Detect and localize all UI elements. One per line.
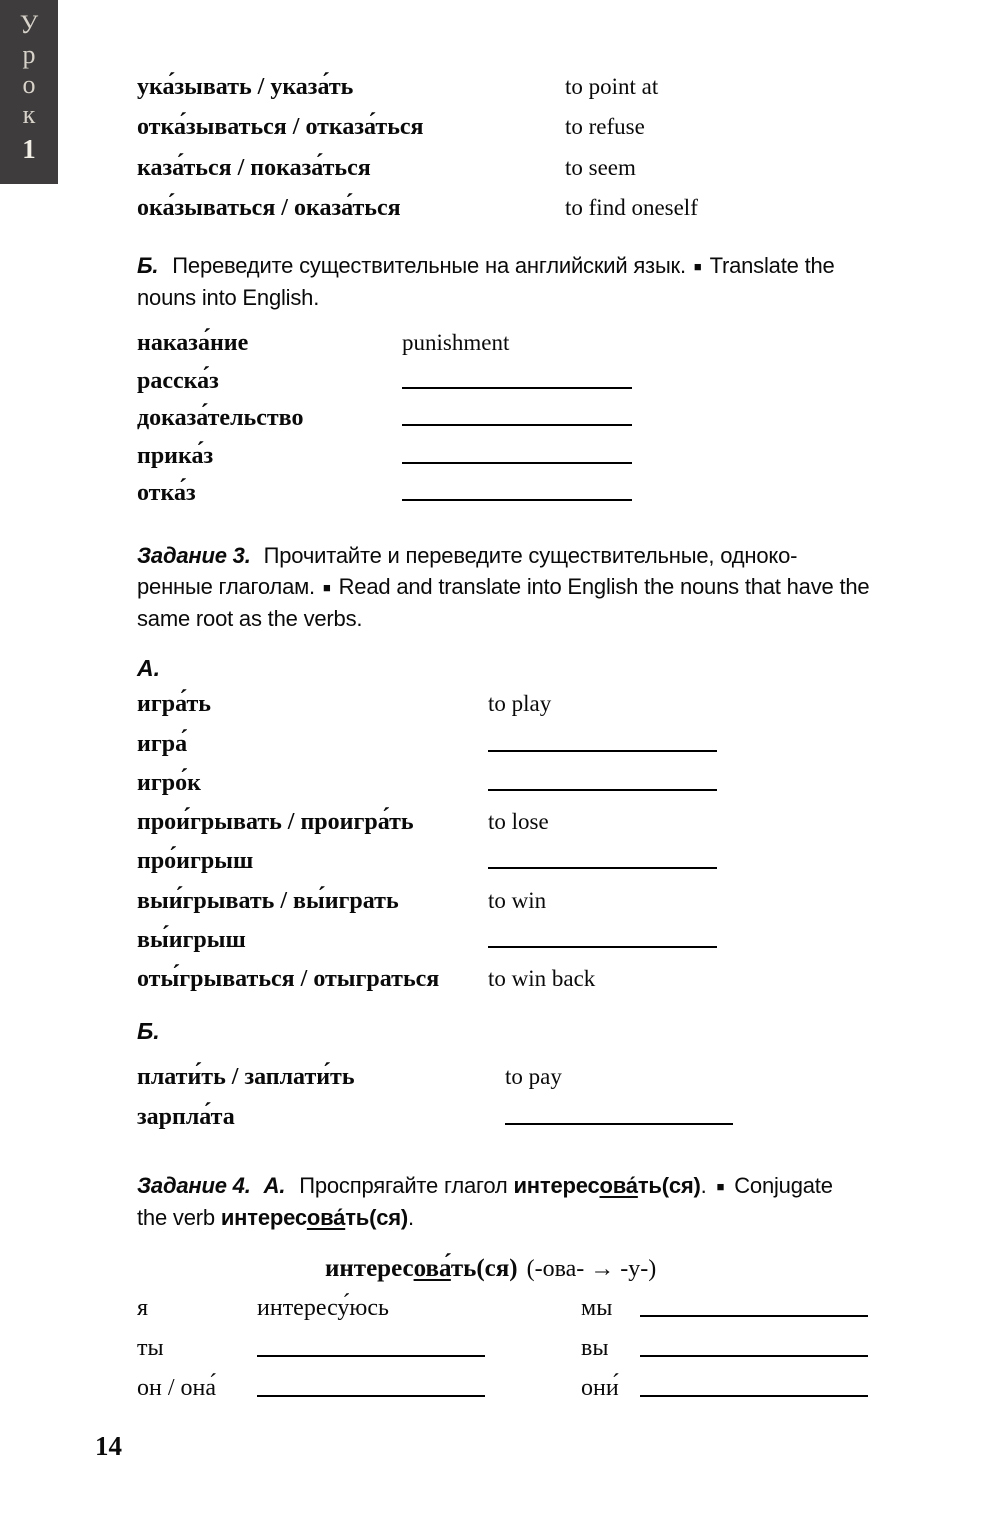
- verb-bold: интерес: [220, 1205, 307, 1230]
- russian-term: прои́грывать / проигра́ть: [137, 809, 414, 836]
- vocab-row: [137, 398, 997, 435]
- english-translation: to seem: [565, 154, 636, 180]
- vocab-row: [137, 957, 997, 996]
- english-translation: to win: [488, 887, 547, 913]
- russian-term: ука́зывать / указа́ть: [137, 73, 354, 100]
- lesson-tab-letter: о: [22, 70, 36, 99]
- russian-term: оты́грываться / отыграться: [137, 966, 440, 993]
- conjugated-form: интересу́юсь: [257, 1295, 389, 1321]
- lesson-number: 1: [22, 134, 36, 164]
- part-b-list: [137, 1054, 997, 1134]
- lesson-tab-letter: р: [22, 40, 36, 69]
- vocab-row: [137, 721, 997, 760]
- vocab-row: [137, 104, 997, 145]
- instruction-english: nouns into English.: [137, 285, 320, 310]
- russian-term: плати́ть / заплати́ть: [137, 1064, 355, 1090]
- vocab-row: [137, 435, 997, 472]
- russian-term: каза́ться / показа́ться: [137, 154, 371, 181]
- answer-blank[interactable]: [488, 750, 717, 752]
- instruction-line: [137, 571, 1002, 603]
- instruction-line: [137, 540, 1002, 571]
- answer-blank[interactable]: [257, 1395, 485, 1397]
- vocab-row: [137, 63, 997, 104]
- instruction-russian: Проспрягайте глагол: [299, 1173, 508, 1198]
- instruction-russian: Прочитайте и переведите существительные, одноко-: [263, 543, 798, 568]
- stem-change-rule: (-ова- → -у-): [526, 1256, 657, 1282]
- noun-list: [137, 323, 997, 510]
- instruction-english: the verb: [137, 1205, 215, 1230]
- pronoun: я: [137, 1295, 149, 1321]
- conjugation-header: [325, 1255, 656, 1283]
- vocab-row: [137, 144, 997, 185]
- instruction-english: Read and translate into English the nouns that have the: [338, 574, 870, 599]
- russian-term: прика́з: [137, 442, 214, 469]
- task-title: Задание 3.: [137, 543, 251, 568]
- answer-blank[interactable]: [488, 946, 717, 948]
- instruction-english: Translate the: [709, 253, 835, 278]
- conjugation-row: [137, 1326, 997, 1366]
- period: .: [700, 1173, 707, 1198]
- english-translation: to refuse: [565, 114, 645, 139]
- english-translation: punishment: [402, 330, 510, 356]
- vocab-row: [137, 473, 997, 510]
- instruction-russian: Переведите существительные на английский язык.: [172, 253, 686, 278]
- period: .: [408, 1205, 414, 1230]
- russian-term: про́игрыш: [137, 848, 254, 875]
- vocab-row: [137, 682, 997, 721]
- answer-blank[interactable]: [257, 1355, 485, 1357]
- verb-bold: ть(ся): [450, 1255, 518, 1282]
- lesson-tab: [0, 0, 58, 184]
- answer-blank[interactable]: [488, 867, 717, 869]
- vocab-row: [137, 185, 997, 226]
- english-translation: to lose: [488, 809, 549, 835]
- lesson-tab-letter: к: [22, 100, 36, 129]
- pronoun: они́: [581, 1375, 619, 1401]
- vocab-row: [137, 323, 997, 360]
- pronoun: он / она́: [137, 1375, 217, 1401]
- conjugation-table: [137, 1286, 997, 1406]
- verb-bold-underlined: ова́: [599, 1173, 638, 1198]
- square-bullet-icon: ■: [322, 580, 331, 595]
- russian-term: ока́зываться / оказа́ться: [137, 195, 401, 221]
- english-translation: to pay: [505, 1064, 562, 1089]
- section-b-instruction: [137, 250, 1002, 313]
- section-label: Б.: [137, 253, 159, 278]
- task4-instruction: [137, 1170, 1002, 1233]
- answer-blank[interactable]: [402, 387, 632, 389]
- part-a-label: А.: [137, 655, 160, 681]
- verb-bold: интерес: [513, 1173, 600, 1198]
- pronoun: мы: [581, 1295, 613, 1321]
- russian-term: наказа́ние: [137, 330, 249, 357]
- russian-term: вы́игрыш: [137, 927, 246, 954]
- vocab-row: [137, 360, 997, 397]
- vocab-row: [137, 1094, 997, 1134]
- russian-term: расска́з: [137, 367, 219, 394]
- part-a-list: [137, 682, 997, 996]
- verb-bold-underlined: ова́: [306, 1205, 346, 1230]
- instruction-line: [137, 1202, 1002, 1233]
- russian-term: игро́к: [137, 769, 201, 796]
- russian-term: доказа́тельство: [137, 405, 304, 432]
- english-translation: to point at: [565, 73, 659, 99]
- task-title: Задание 4.: [137, 1173, 251, 1198]
- verb-bold: ть(ся): [345, 1205, 409, 1230]
- task3-instruction: [137, 540, 1002, 634]
- part-b-label: Б.: [137, 1018, 160, 1044]
- square-bullet-icon: ■: [693, 259, 702, 274]
- task-part-label: А.: [263, 1173, 286, 1198]
- vocab-row: [137, 918, 997, 957]
- russian-term: отка́зываться / отказа́ться: [137, 114, 424, 140]
- conjugation-row: [137, 1286, 997, 1326]
- instruction-russian: ренные глаголам.: [137, 574, 315, 599]
- answer-blank[interactable]: [640, 1315, 868, 1317]
- verb-pair-list: [137, 63, 997, 225]
- instruction-line: [137, 282, 1002, 313]
- english-translation: to find oneself: [565, 195, 698, 220]
- english-translation: to win back: [488, 966, 596, 992]
- answer-blank[interactable]: [640, 1355, 868, 1357]
- answer-blank[interactable]: [402, 499, 632, 501]
- russian-term: выи́грывать / вы́играть: [137, 887, 399, 914]
- pronoun: вы: [581, 1335, 609, 1361]
- english-translation: to play: [488, 691, 552, 717]
- answer-blank[interactable]: [505, 1123, 733, 1125]
- answer-blank[interactable]: [402, 462, 632, 464]
- page-number: 14: [95, 1431, 122, 1461]
- answer-blank[interactable]: [402, 424, 632, 426]
- instruction-english: Conjugate: [734, 1173, 833, 1198]
- instruction-line: [137, 1170, 1002, 1202]
- vocab-row: [137, 761, 997, 800]
- vocab-row: [137, 1054, 997, 1094]
- vocab-row: [137, 800, 997, 839]
- pronoun: ты: [137, 1335, 164, 1361]
- vocab-row: [137, 839, 997, 878]
- square-bullet-icon: ■: [716, 1179, 725, 1194]
- russian-term: отка́з: [137, 479, 196, 506]
- instruction-line: [137, 603, 1002, 634]
- conjugation-row: [137, 1366, 997, 1406]
- verb-bold: интерес: [325, 1255, 414, 1282]
- instruction-line: [137, 250, 1002, 282]
- answer-blank[interactable]: [488, 789, 717, 791]
- verb-bold-underlined: ова́: [413, 1255, 451, 1282]
- lesson-tab-letter: У: [19, 10, 39, 39]
- answer-blank[interactable]: [640, 1395, 868, 1397]
- russian-term: игра́ть: [137, 691, 211, 718]
- russian-term: игра́: [137, 730, 188, 757]
- russian-term: зарпла́та: [137, 1104, 235, 1130]
- instruction-english: same root as the verbs.: [137, 606, 363, 631]
- vocab-row: [137, 878, 997, 917]
- verb-bold: ть(ся): [637, 1173, 701, 1198]
